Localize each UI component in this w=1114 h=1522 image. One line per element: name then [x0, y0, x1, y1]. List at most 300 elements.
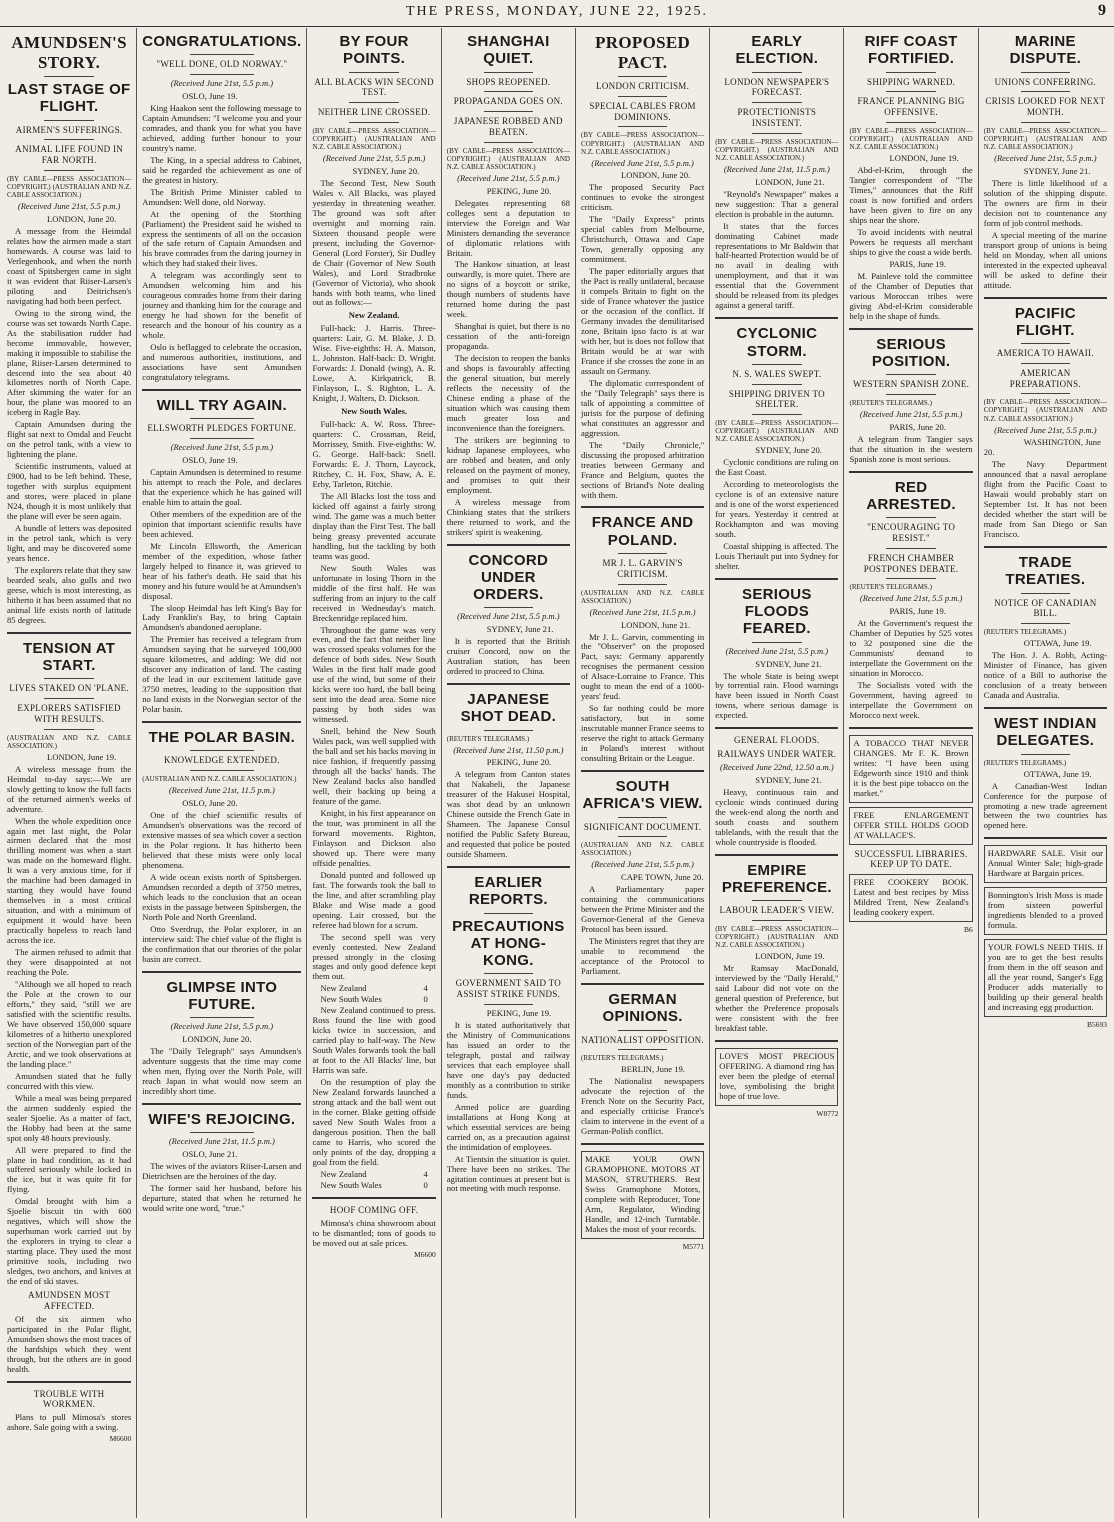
dateline: SYDNEY, June 21.	[1023, 165, 1091, 176]
article-paragraph: The whole State is being swept by torrential rain. Flood warnings have been issued in North Coast towns, where serious damage is expected.	[715, 670, 839, 721]
subheadline: AMERICAN PREPARATIONS.	[1009, 367, 1082, 389]
subheadline: "WELL DONE, OLD NORWAY."	[156, 59, 288, 70]
article-paragraph: The paper editorially argues that the Pact is really unilateral, because it compels Britain to fight on the side of France whatever the justice or the occasion of the conflict. If Germany invades the demilitarised zone, Britain ipso facto is at war with her, but is does not follow that Britain would be at war with France if she crosses the zone in an assault on Germany.	[580, 266, 705, 376]
headline-rule	[886, 122, 935, 123]
headline-rule	[1021, 363, 1070, 364]
headline: CONGRATULATIONS.	[142, 33, 302, 50]
subheadline: NEITHER LINE CROSSED.	[317, 107, 431, 118]
received-time: (Received June 21st, 5.5 p.m.)	[170, 1021, 274, 1032]
headline: WEST INDIAN DELEGATES.	[994, 715, 1097, 750]
article-paragraph: The Hankow situation, at least outwardly, is more quiet. There are no signs of a boycott or strike, though numbers of students have returned home during the past week.	[446, 259, 570, 320]
dateline: PARIS, June 19.	[889, 258, 946, 269]
article-paragraph: The wives of the aviators Riiser-Larsen and Dietrichsen are the heroines of the day.	[142, 1160, 302, 1181]
headline-rule	[1021, 343, 1070, 344]
article-paragraph: The former said her husband, before his departure, stated that when he returned he would write one word, "true."	[142, 1182, 302, 1213]
headline: FRANCE AND POLAND.	[591, 514, 694, 549]
headline-rule	[44, 120, 94, 121]
subheadline: NATIONALIST OPPOSITION.	[581, 1034, 704, 1045]
dateline: SYDNEY, June 21.	[755, 658, 822, 669]
headline-rule	[484, 607, 533, 608]
headline-rule	[44, 139, 94, 140]
section-divider	[447, 683, 570, 685]
subheadline: NOTICE OF CANADIAN BILL.	[994, 597, 1097, 619]
score-line	[320, 995, 427, 1005]
article-paragraph: The second spell was very evenly contested. New Zealand pressed strongly in the closing stages and only good defence kept them out.	[312, 931, 436, 982]
article-paragraph: The All Blacks lost the toss and kicked off against a fairly strong wind. The game was a much better display than the First Test. The ball being greasy prevented accurate handling, but the tackling by both teams was good.	[312, 490, 436, 561]
headline-rule	[752, 364, 801, 365]
subheadline: SUCCESSFUL LIBRARIES. KEEP UP TO DATE.	[854, 848, 968, 870]
article-paragraph: It is stated authoritatively that the Ministry of Communications has issued an order to the telegraph, postal and railway services that each employee shall have one day's pay deducted monthly as a contribution to strike funds.	[446, 1019, 570, 1100]
subheadline: ALL BLACKS WIN SECOND TEST.	[314, 76, 434, 98]
received-time: (Received June 21st, 11.5 p.m.)	[168, 785, 275, 796]
headline: PACIFIC FLIGHT.	[1014, 304, 1076, 339]
article-paragraph: Scientific instruments, valued at £900, had to be left behind. These, together with surplus equipment and stores, were placed in plane N24, though it is most unlikely that the plane will ever be seen again.	[7, 461, 132, 522]
article-paragraph: At the Government's request the Chamber of Deputies by 525 votes to 32 postponed sine die the Communists' demand to interpellate the Government on the situation in Morocco.	[849, 618, 973, 679]
headline-rule	[349, 102, 398, 103]
subheadline: WESTERN SPANISH ZONE.	[852, 379, 970, 390]
headline-rule	[752, 920, 801, 921]
dateline: LONDON, June 20.	[620, 170, 691, 181]
headline-rule	[618, 96, 667, 97]
article-paragraph: A wireless message from Chinkiang states that the strikers there returned to work, and the strikers' spirit is weakening.	[446, 496, 570, 537]
article-paragraph: Oslo is beflagged to celebrate the occasion, and numerous authorities, institutions, and associations have sent Amundsen congratulatory telegrams.	[142, 342, 302, 383]
subheadline: LIVES STAKED ON 'PLANE.	[9, 683, 130, 694]
headline-rule	[886, 548, 935, 549]
dateline: PARIS, June 20.	[889, 421, 946, 432]
cable-credit: (BY CABLE—PRESS ASSOCIATION—COPYRIGHT.) (AUSTRALIAN AND N.Z. CABLE ASSOCIATION.)	[7, 174, 132, 200]
cable-credit: (AUSTRALIAN AND N.Z. CABLE ASSOCIATION.)	[580, 588, 705, 605]
article-paragraph: A telegram from Tangier says that the situation in the western Spanish zone is most serious.	[849, 433, 973, 464]
headline: CYCLONIC STORM.	[736, 325, 818, 360]
section-divider	[447, 544, 570, 546]
article-paragraph: A bundle of letters was deposited in the petrol tank, which is very light, and may be discovered some years hence.	[7, 523, 132, 563]
team-heading: New South Wales.	[341, 406, 408, 417]
section-divider	[849, 727, 972, 729]
subheadline: LABOUR LEADER'S VIEW.	[719, 905, 835, 916]
advertisement: YOUR FOWLS NEED THIS. If you are to get the best results from them in the off season and all the year round, Sanger's Egg Producer adds materially to building up their general health and increasing egg production.	[984, 939, 1107, 1017]
article-paragraph: Knight, in his first appearance on the tour, was prominent in all the forward movements. Righton, Finlayson and Dickson also showed up. There were many offside penalties.	[312, 807, 436, 868]
subheadline: JAPANESE ROBBED AND BEATEN.	[453, 116, 563, 137]
advertisement: A TOBACCO THAT NEVER CHANGES. Mr F. K. Brown writes: "I have been using Edgeworth since 1910 and think it is the best pipe tobacco on the market."	[849, 735, 972, 803]
article-paragraph: Cyclonic conditions are ruling on the East Coast.	[715, 457, 839, 478]
received-time: (Received June 22nd, 12.50 a.m.)	[719, 761, 834, 772]
section-divider	[984, 837, 1107, 839]
received-time: (Received June 21st, 5.5 p.m.)	[170, 442, 274, 453]
cable-credit: (REUTER'S TELEGRAMS.)	[580, 1054, 664, 1063]
headline-rule	[44, 76, 94, 77]
article-paragraph: The King, in a special address to Cabinet, said he regarded the achievement as one of the greatest in history.	[142, 154, 302, 185]
subheadline: EXPLORERS SATISFIED WITH RESULTS.	[17, 703, 121, 724]
received-time: (Received June 21st, 11.5 p.m.)	[168, 1136, 275, 1147]
headline: MARINE DISPUTE.	[1009, 33, 1082, 68]
article-paragraph: Mr J. L. Garvin, commenting in the "Observer" on the proposed Pact, says: Germany apparently recognises the permanent cession of Alsace-Lorraine to France. This ought to mean the end of a 1000-years' feud.	[580, 631, 705, 702]
cable-credit: (BY CABLE—PRESS ASSOCIATION—COPYRIGHT.) (AUSTRALIAN AND N.Z. CABLE ASSOCIATION.)	[446, 146, 570, 171]
headline-rule	[886, 72, 935, 73]
article-paragraph: A message from the Heimdal relates how the airmen made a start homewards. A course was laid to Verlegenhook, and when the north coast of Spitsbergen came in sight it was evident that Riiser-Larsen's piloting and Deitrichsen's navigating had both been perfect.	[7, 225, 132, 306]
received-time: (Received June 21st, 5.5 p.m.)	[994, 153, 1097, 164]
subheadline: N. S. WALES SWEPT.	[732, 368, 822, 379]
headline: TRADE TREATIES.	[1005, 554, 1086, 589]
article-paragraph: The diplomatic correspondent of the "Daily Telegraph" says there is talk of appointing a committee of jurists for the purpose of defining what constitutes an aggressor and aggression.	[580, 377, 705, 438]
received-time: (Received June 21st, 11.50 p.m.)	[453, 744, 564, 755]
headline: WIFE'S REJOICING.	[148, 1110, 296, 1128]
article-paragraph: A Canadian-West Indian Conference for the purpose of promoting a new trade agreement between the two countries has opened here.	[983, 780, 1107, 831]
article-paragraph: At the opening of the Storthing (Parliament) the President said he wished to express the sentiments of all on the occasion of the safe return of Captain Amundsen and his brave comrades from the daring journey in which they had staked their lives.	[142, 208, 302, 269]
subheadline: PROTECTIONISTS INSISTENT.	[737, 107, 817, 128]
section-divider	[581, 1143, 704, 1145]
headline-rule	[484, 913, 533, 914]
cable-credit: (AUSTRALIAN AND N.Z. CABLE ASSOCIATION.)	[7, 733, 132, 750]
headline-rule	[618, 817, 667, 818]
newspaper-title: THE PRESS, MONDAY, JUNE 22, 1925.	[405, 4, 709, 19]
score-points: 0	[423, 994, 428, 1005]
headline: CONCORD UNDER ORDERS.	[468, 551, 549, 604]
headline-rule	[349, 122, 398, 123]
headline: RIFF COAST FORTIFIED.	[864, 33, 958, 68]
dateline: OSLO, June 20.	[182, 798, 238, 809]
subheadline: ELLSWORTH PLEDGES FORTUNE.	[147, 423, 297, 434]
section-divider	[581, 506, 704, 508]
headline-rule	[618, 1049, 667, 1050]
headline: LAST STAGE OF FLIGHT.	[7, 81, 131, 116]
dateline: OSLO, June 19.	[182, 90, 238, 101]
article-paragraph: The "Daily Chronicle," discussing the proposed arbitration treaties between Germany and France and Belgium, quotes the sections of Briand's Note dealing with them.	[580, 439, 705, 500]
headline: PROPOSED PACT.	[595, 33, 691, 72]
score-points: 4	[423, 1168, 428, 1179]
cable-credit: (BY CABLE—PRESS ASSOCIATION—COPYRIGHT.) (AUSTRALIAN AND N.Z. CABLE ASSOCIATION.)	[849, 126, 973, 151]
headline-rule	[618, 76, 667, 77]
section-divider	[142, 1103, 301, 1105]
article-paragraph: Snell, behind the New South Wales pack, was well supplied with the ball and set his backs moving in nice fashion, if frequently passing through all the backs' hands. The New Zealand backs also handled well, their backing up being a feature of the game.	[312, 726, 436, 806]
headline-rule	[618, 126, 667, 127]
subheadline: TROUBLE WITH WORKMEN.	[33, 1388, 105, 1410]
ad-reference: B5693	[1086, 1019, 1107, 1029]
subheadline: AMERICA TO HAWAII.	[996, 348, 1094, 359]
article-paragraph: On the resumption of play the New Zealand forwards launched a strong attack and the ball went out in the corner. Blake getting offside saved New South Wales from a dangerous position. Then the ball came to Harris, who scored the only points of the day, dropping a goal from the field.	[312, 1077, 436, 1167]
advertisement: MAKE YOUR OWN GRAMOPHONE. MOTORS AT MASON, STRUTHERS. Best Swiss Gramophone Motors, complete with Reproducer, Tone Arm, Regulator, Winding Handle, and 12-inch Turntable. Makes the most of your records.	[581, 1151, 704, 1239]
section-divider	[581, 770, 704, 772]
headline: SHANGHAI QUIET.	[467, 33, 550, 68]
headline-rule	[1021, 593, 1070, 594]
dateline: LONDON, June 19.	[47, 751, 117, 762]
received-time: (Received June 21st, 5.5 p.m.)	[170, 78, 274, 89]
headline-rule	[484, 91, 533, 92]
headline-rule	[484, 973, 533, 974]
headline-rule	[1021, 91, 1070, 92]
masthead	[0, 0, 1114, 27]
article-paragraph: A Parliamentary paper containing the communications between the Prime Minister and the Governor-General of the Geneva Protocol has been issued.	[580, 884, 705, 935]
dateline: SYDNEY, June 21.	[755, 774, 822, 785]
section-divider	[7, 1381, 131, 1383]
headline-rule	[484, 72, 533, 73]
headline-rule	[190, 750, 254, 751]
received-time: (Received June 21st, 5.5 p.m.)	[457, 172, 560, 183]
headline-rule	[44, 729, 94, 730]
subheadline: LONDON CRITICISM.	[596, 81, 690, 92]
article-paragraph: The proposed Security Pact continues to evoke the strongest criticism.	[580, 182, 705, 213]
article-paragraph: According to meteorologists the cyclone is of an extensive nature and is one of the worst experienced for years. Yesterday it centred at Rockhampton and was moving south.	[715, 479, 839, 540]
article-paragraph: "Although we all hoped to reach the Pole at the crown to our efforts," they said, "still we are satisfied with the scientific results. We have observed 150,000 square kilometres of a hitherto unexplored section of the Norwegian part of the Arctic, and we took observations at the landing place."	[7, 979, 132, 1069]
article-paragraph: The strikers are beginning to kidnap Japanese employees, who are robbed and beaten, and only released on the payment of money, and promises to quit their employment.	[446, 434, 570, 495]
subheadline: MR J. L. GARVIN'S CRITICISM.	[602, 557, 683, 579]
column-6	[709, 28, 843, 1518]
cable-credit: (AUSTRALIAN AND N.Z. CABLE ASSOCIATION.)	[142, 775, 297, 784]
headline-rule	[752, 642, 801, 643]
headline-rule	[190, 1017, 254, 1018]
headline-rule	[1021, 122, 1070, 123]
newspaper-columns	[2, 28, 1112, 1518]
article-paragraph: Plans to pull Mimosa's stores ashore. Sale going with a swing.	[7, 1412, 132, 1433]
section-divider	[984, 707, 1107, 709]
column-1	[2, 28, 136, 1518]
headline-rule	[349, 72, 398, 73]
article-paragraph: Coastal shipping is affected. The Louis Theriault put into Sydney for shelter.	[715, 541, 839, 571]
headline-rule	[752, 102, 801, 103]
article-paragraph: New Zealand continued to press. Ross found the line with good kicks twice in succession, and carried play to half-way. The New South Wales forwards took the ball at foot to the All Blacks' line, but Harris was safe.	[312, 1005, 436, 1076]
section-divider	[447, 866, 570, 868]
article-paragraph: The Premier has received a telegram from Amundsen saying that he surveyed 100,000 square kilometres, and adding: We did not discover any indication of land. The casting of the lead in our excitement latitude gave 3750 metres, leading to the supposition that no land exists in the Norwegian sector of the Polar basin.	[142, 634, 302, 715]
received-time: (Received June 21st, 11.5 p.m.)	[723, 163, 830, 174]
dateline: PEKING, June 20.	[486, 185, 552, 196]
subheadline: "ENCOURAGING TO RESIST."	[867, 522, 956, 543]
dateline: LONDON, June 20.	[182, 1033, 252, 1044]
dateline: LONDON, June 21.	[755, 176, 825, 187]
headline-rule	[618, 1030, 667, 1031]
advertisement: HARDWARE SALE. Visit our Annual Winter Sale; high-grade Hardware at Bargain prices.	[984, 845, 1107, 883]
article-paragraph: The Hon. J. A. Robb, Acting-Minister of Finance, has given notice of a Bill to authorise the conclusion of a treaty between Canada and Australia.	[983, 650, 1107, 701]
article-paragraph: King Haakon sent the following message to Captain Amundsen: "I welcome you and your comrades, and thank you for what you have achieved, adding further honour to your country's name.	[142, 102, 302, 153]
headline: EMPIRE PREFERENCE.	[721, 861, 832, 896]
headline-rule	[1021, 72, 1070, 73]
article-paragraph: Mimosa's china showroom about to be dismantled; tons of goods to be moved out at sale prices.	[312, 1217, 436, 1248]
score-line	[320, 984, 427, 994]
headline: AMUNDSEN'S STORY.	[11, 33, 127, 72]
article-paragraph: The Navy Department announced that a naval aeroplane flight from the Pacific Coast to Hawaii would probably start on September 1st. It has not been decided whether the start will be made from San Diego or San Francisco.	[983, 459, 1107, 540]
score-line	[320, 1170, 427, 1180]
headline-rule	[1021, 754, 1070, 755]
advertisement: FREE ENLARGEMENT OFFER STILL HOLDS GOOD AT WALLACE'S.	[849, 807, 972, 845]
article-paragraph: The sloop Heimdal has left King's Bay for Lady Franklin's Bay, to bring Captain Amundsen's abandoned aeroplane.	[142, 602, 302, 633]
dateline: CAPE TOWN, June 20.	[620, 872, 704, 883]
score-team: New Zealand	[320, 1168, 367, 1179]
article-paragraph: Omdal brought with him a Sjoelie biscuit tin with 600 negatives, which will show the superhuman work carried out by the explorers in trying to clear a starting place. They used the most primitive tools, including two sledges, two anchors, and knives at the end of ski staves.	[7, 1196, 132, 1287]
dateline: SYDNEY, June 20.	[755, 445, 822, 456]
article-paragraph: Mr Lincoln Ellsworth, the American member of the expedition, whose father largely helped to finance it, was grieved to hear of his father's death. He said that his money and his future would be at Amundsen's disposal.	[142, 540, 302, 601]
article-paragraph: Shanghai is quiet, but there is no cessation of the anti-foreign propaganda.	[446, 321, 570, 352]
column-2	[136, 28, 306, 1518]
received-time: (Received June 21st, 5.5 p.m.)	[994, 424, 1097, 435]
headline-rule	[752, 72, 801, 73]
article-paragraph: A wide ocean exists north of Spitsbergen. Amundsen recorded a depth of 3750 metres, which leads to the conclusion that an ocean exists in the passage between Spitsbergen, the North Pole and North Greenland.	[142, 871, 302, 922]
dateline: OSLO, June 21.	[182, 1148, 238, 1159]
section-divider	[7, 632, 131, 634]
subheadline: AMUNDSEN MOST AFFECTED.	[28, 1290, 111, 1311]
dateline: OTTAWA, June 19.	[1023, 638, 1092, 649]
section-divider	[715, 854, 838, 856]
dateline: PARIS, June 19.	[889, 606, 946, 617]
advertisement: Bonnington's Irish Moss is made from sixteen powerful ingredients blended to a proved formula.	[984, 887, 1107, 935]
cable-credit: (BY CABLE—PRESS ASSOCIATION—COPYRIGHT.) (AUSTRALIAN AND N.Z. CABLE ASSOCIATION.)	[312, 126, 436, 151]
ad-reference: M5771	[682, 1241, 705, 1251]
article-paragraph: Captain Amundsen is determined to resume his attempt to reach the Pole, and declares that the experience which he has gained will enable him to attain the goal.	[142, 466, 302, 507]
article-paragraph: Full-back: J. Harris. Three-quarters: Lair, G. M. Blake, J. D. Wise. Five-eighths: H. A. Matson, L. Johnston. Half-back: D. Wright. Forwards: J. Donald (wing), A. R. Lowe, A. Kirkpatrick, B. Finlayson, L. S. Righton, L. A. Knight, J. Walters, D. Dickson.	[312, 323, 436, 404]
headline-rule	[752, 384, 801, 385]
headline-rule	[190, 1132, 254, 1133]
section-divider	[984, 297, 1107, 299]
section-divider	[142, 389, 301, 391]
headline-rule	[752, 900, 801, 901]
headline: GLIMPSE INTO FUTURE.	[166, 978, 278, 1013]
score-team: New Zealand	[320, 983, 367, 994]
article-paragraph: It is reported that the British cruiser Concord, now on the Australian station, has been ordered to proceed to China.	[446, 636, 570, 677]
article-paragraph: At Tientsin the situation is quiet. There have been no strikes. The agitation continues at present but is not meeting with much response.	[446, 1153, 570, 1194]
subheadline: SHOPS REOPENED.	[466, 76, 551, 87]
article-paragraph: Amundsen stated that he fully concurred with this view.	[7, 1070, 132, 1091]
subheadline: CRISIS LOOKED FOR NEXT MONTH.	[985, 96, 1106, 118]
headline: SOUTH AFRICA'S VIEW.	[582, 778, 703, 813]
subheadline: GOVERNMENT SAID TO ASSIST STRIKE FUNDS.	[455, 978, 562, 1000]
received-time: (Received June 21st, 5.5 p.m.)	[859, 593, 963, 604]
article-paragraph: One of the chief scientific results of Amundsen's observations was the record of extensive masses of sea which cover a section in the Polar regions. It has hitherto been believed that these mists were only local phenomena.	[142, 810, 302, 870]
headline-rule	[190, 74, 254, 75]
article-paragraph: To avoid incidents with neutral Powers he requests all merchant ships to give the coast a wide berth.	[849, 226, 973, 257]
section-divider	[849, 471, 972, 473]
headline-rule	[484, 111, 533, 112]
article-paragraph: All were prepared to find the plane in bad condition, as it had suffered seriously while locked in the ice, but it was quite fit for flying.	[7, 1144, 132, 1195]
subheadline: GENERAL FLOODS.	[734, 735, 820, 746]
column-3	[306, 28, 440, 1518]
team-heading: New Zealand.	[348, 310, 400, 321]
subheadline: SIGNIFICANT DOCUMENT.	[583, 821, 702, 832]
article-paragraph: Other members of the expedition are of the opinion that important scientific results have been achieved.	[142, 508, 302, 539]
column-5	[575, 28, 709, 1518]
subheadline: LONDON NEWSPAPER'S FORECAST.	[724, 76, 830, 98]
headline-rule	[484, 142, 533, 143]
article-paragraph: Abd-el-Krim, through the Tangier correspondent of "The Times," announces that the Riff coast is now fortified and orders have been given to fire on any ships near the shore.	[849, 165, 973, 225]
cable-credit: (REUTER'S TELEGRAMS.)	[446, 734, 530, 743]
article-paragraph: M. Painleve told the committee of the Chamber of Deputies that various Moroccan tribes were giving Abd-el-Krim considerable help in the shape of funds.	[849, 270, 973, 321]
subheadline: KNOWLEDGE EXTENDED.	[164, 755, 280, 766]
dateline: PEKING, June 19.	[486, 1008, 552, 1019]
headline-rule	[618, 836, 667, 837]
subheadline: PROPAGANDA GOES ON.	[453, 96, 563, 107]
article-paragraph: A telegram from Canton states that Nakaheli, the Japanese treasurer of the Hakusei Hospital, was shot dead by an unknown Chinese outside the French Gate in Shameen. The Japanese Consul notified the Public Safety Bureau, and requested that police be posted outside Shameen.	[446, 769, 570, 860]
advertisement: FREE COOKERY BOOK. Latest and best recipes by Miss Mildred Trent, New Zealand's leading cookery expert.	[849, 874, 972, 922]
received-time: (Received June 21st, 5.5 p.m.)	[859, 408, 963, 419]
cable-credit: (BY CABLE—PRESS ASSOCIATION—COPYRIGHT.) (AUSTRALIAN AND N.Z. CABLE ASSOCIATION.)	[983, 126, 1107, 151]
article-paragraph: The British Prime Minister cabled to Amundsen: Well done, old Norway.	[142, 186, 302, 207]
cable-credit: (REUTER'S TELEGRAMS.)	[983, 758, 1067, 767]
cable-credit: (REUTER'S TELEGRAMS.)	[849, 583, 932, 592]
article-paragraph: The "Daily Telegraph" says Amundsen's adventure suggests that the time may come when men, flying over the North Pole, will reach Japan in what would now seem an incredibly short time.	[142, 1045, 302, 1096]
received-time: (Received June 21st, 5.5 p.m.)	[17, 201, 121, 212]
subheadline: SHIPPING DRIVEN TO SHELTER.	[728, 388, 825, 410]
article-paragraph: Mr Ramsay MacDonald, interviewed by the "Daily Herald," said Labour did not vote on the general question of Preference, but whether the Preference proposals were consistent with the free breakfast table.	[715, 963, 839, 1033]
subheadline: UNIONS CONFERRING.	[994, 76, 1097, 87]
dateline: OTTAWA, June 19.	[1023, 768, 1092, 779]
cable-credit: (BY CABLE—PRESS ASSOCIATION—COPYRIGHT.) (AUSTRALIAN AND N.Z. CABLE ASSOCIATION.)	[983, 398, 1107, 423]
article-paragraph: The explorers relate that they saw bearded seals, also gulls and two geese, which is most interesting, as hitherto it has been assumed that no animal life exists north of latitude 85 degrees.	[7, 564, 132, 625]
article-paragraph: When the whole expedition once again met last night, the Polar airmen declared that the most thrilling moment was when a start was made on the homeward flight. It was a very anxious time, for if the machine had been damaged in starting they would have found themselves in a most critical situation, and with a minimum of equipment it would have been practically hopeless to reach land across the ice.	[7, 815, 132, 946]
article-paragraph: Otto Sverdrup, the Polar explorer, in an interview said: The chief value of the flight is the confirmation that our theories of the polar basin are correct.	[142, 923, 302, 964]
article-paragraph: The decision to reopen the banks and shops is favourably affecting the general situation, but merely reflects the necessity of the Chinese ending a phase of the situation which was causing them much greater loss and inconvenience than the foreigners.	[446, 353, 570, 433]
headline-rule	[44, 678, 94, 679]
headline-rule	[886, 578, 935, 579]
dateline: LONDON, June 19.	[755, 951, 825, 962]
section-divider	[715, 317, 838, 319]
article-paragraph: There is little likelihood of a solution of the shipping dispute. The owners are firm in their decision not to countenance any form of job control methods.	[983, 177, 1107, 228]
dateline: OSLO, June 19.	[182, 454, 238, 465]
headline-rule	[190, 54, 254, 55]
subheadline: AIRMEN'S SUFFERINGS.	[15, 124, 123, 135]
received-time: (Received June 21st, 5.5 p.m.)	[591, 157, 694, 168]
article-paragraph: A wireless message from the Heimdal to-day says:—We are slowly getting to know the full facts of the returned airmen's weeks of adventure.	[7, 763, 132, 814]
subheadline: SHIPPING WARNED.	[867, 76, 956, 87]
headline: JAPANESE SHOT DEAD.	[460, 691, 557, 726]
subheadline: FRANCE PLANNING BIG OFFENSIVE.	[857, 96, 965, 118]
dateline: WASHINGTON, June 20.	[983, 437, 1101, 458]
column-8	[978, 28, 1112, 1518]
cable-credit: (AUSTRALIAN AND N.Z. CABLE ASSOCIATION.)	[580, 841, 705, 858]
article-paragraph: "Reynold's Newspaper" makes a new suggestion: That a general election is probable in the autumn.	[715, 188, 839, 219]
received-time: (Received June 21st, 5.5 p.m.)	[725, 645, 829, 656]
headline-rule	[190, 438, 254, 439]
column-7	[843, 28, 977, 1518]
article-paragraph: Owing to the strong wind, the course was set towards North Cape. As the stabilisation rudder had become immovable, however, making it impossible to stabilise the plane, Riiser-Larsen determined to descend into the sea about 40 kilometres north of North Cape. After skimming the water for an hour, the plane was moored to an iceberg in Ragle Bay.	[7, 307, 132, 418]
score-points: 0	[423, 1179, 428, 1190]
article-paragraph: Full-back: A. W. Ross. Three-quarters: C. Crossman, Reid, Morrissey, Smith. Five-eighths: W. G. George. Half-back: Snell. Forwards: E. J. Thorn, Laycock, Ritchey, C. H. Fox, Shaw, A. E. Erby, Tarleton, Ritchie.	[312, 419, 436, 489]
dateline: SYDNEY, June 21.	[486, 624, 554, 635]
article-paragraph: The Nationalist newspapers advocate the rejection of the French Note on the Security Pact, and especially criticise France's claim to intervene in the event of a German-Polish conflict.	[580, 1076, 705, 1137]
headline: EARLIER REPORTS.	[468, 874, 548, 909]
subheadline: FRENCH CHAMBER POSTPONES DEBATE.	[863, 552, 959, 574]
cable-credit: (BY CABLE—PRESS ASSOCIATION—COPYRIGHT.) (AUSTRALIAN AND N.Z. CABLE ASSOCIATION.)	[715, 924, 839, 949]
section-divider	[715, 727, 838, 729]
article-paragraph: Heavy, continuous rain and cyclonic winds continued during the week-end along the north and south coasts and southern tablelands, with the result that the whole countryside is flooded.	[715, 786, 839, 847]
article-paragraph: Delegates representing 68 colleges sent a deputation to interview the Foreign and War Ministers demanding the severance of diplomatic relations with Britain.	[446, 197, 570, 258]
article-paragraph: A special meeting of the marine transport group of unions is being held on Monday, when all unions interested in the expected upheaval will be asked to define their attitude.	[983, 229, 1107, 290]
headline-rule	[618, 584, 667, 585]
headline-rule	[190, 770, 254, 771]
article-paragraph: While a meal was being prepared the airmen suddenly espied the sealer Sjoelie. As a matter of fact, the Hobby had been at the same spot only 48 hours previously.	[7, 1092, 132, 1143]
dateline: PEKING, June 20.	[486, 757, 552, 768]
received-time: (Received June 21st, 11.5 p.m.)	[589, 606, 696, 617]
received-time: (Received June 21st, 5.5 p.m.)	[457, 611, 560, 622]
headline-rule	[44, 170, 94, 171]
headline-rule	[190, 418, 254, 419]
headline-rule	[886, 91, 935, 92]
article-paragraph: Captain Amundsen during the flight sat next to Omdal and Feucht on the petrol tank, with a view to lightening the plane.	[7, 419, 132, 460]
headline-rule	[886, 394, 935, 395]
ad-reference: M6600	[414, 1249, 436, 1259]
page-number: 9	[1098, 2, 1106, 19]
score-team: New South Wales	[320, 1179, 382, 1190]
cable-credit: (REUTER'S TELEGRAMS.)	[983, 628, 1067, 637]
headline-rule	[618, 553, 667, 554]
headline: GERMAN OPINIONS.	[602, 991, 683, 1026]
article-paragraph: New South Wales was unfortunate in losing Thorn in the middle of the first half. He was suffering from an injury to the calf received in Wednesday's match. Breckenridge replaced him.	[312, 562, 436, 623]
section-divider	[984, 546, 1107, 548]
cable-credit: (BY CABLE—PRESS ASSOCIATION—COPYRIGHT.) (AUSTRALIAN AND N.Z. CABLE ASSOCIATION.)	[715, 137, 839, 162]
section-divider	[312, 1197, 435, 1199]
dateline: LONDON, June 21.	[620, 619, 691, 630]
ad-reference: M6600	[109, 1434, 132, 1444]
article-paragraph: It states that the forces dominating Cabinet made representations to Mr Baldwin that half-hearted Protection would be of no avail in dealing with unemployment, and that it was essential that the Government should be released from its pledges against a general tariff.	[715, 220, 839, 311]
ad-reference: W8772	[816, 1108, 839, 1118]
article-paragraph: The Second Test, New South Wales v. All Blacks, was played yesterday in threatening weather. The ground was soft after overnight and morning rain. Sixteen thousand people were present, including the Governor-General (Lord Forster), Sir Dudley de Chair (Governor of New South Wales), and Lord Stradbroke (Governor of Victoria), who shook hands with both teams, who lined out as follows:—	[312, 177, 436, 308]
section-divider	[715, 1040, 838, 1042]
headline: BY FOUR POINTS.	[339, 33, 409, 68]
